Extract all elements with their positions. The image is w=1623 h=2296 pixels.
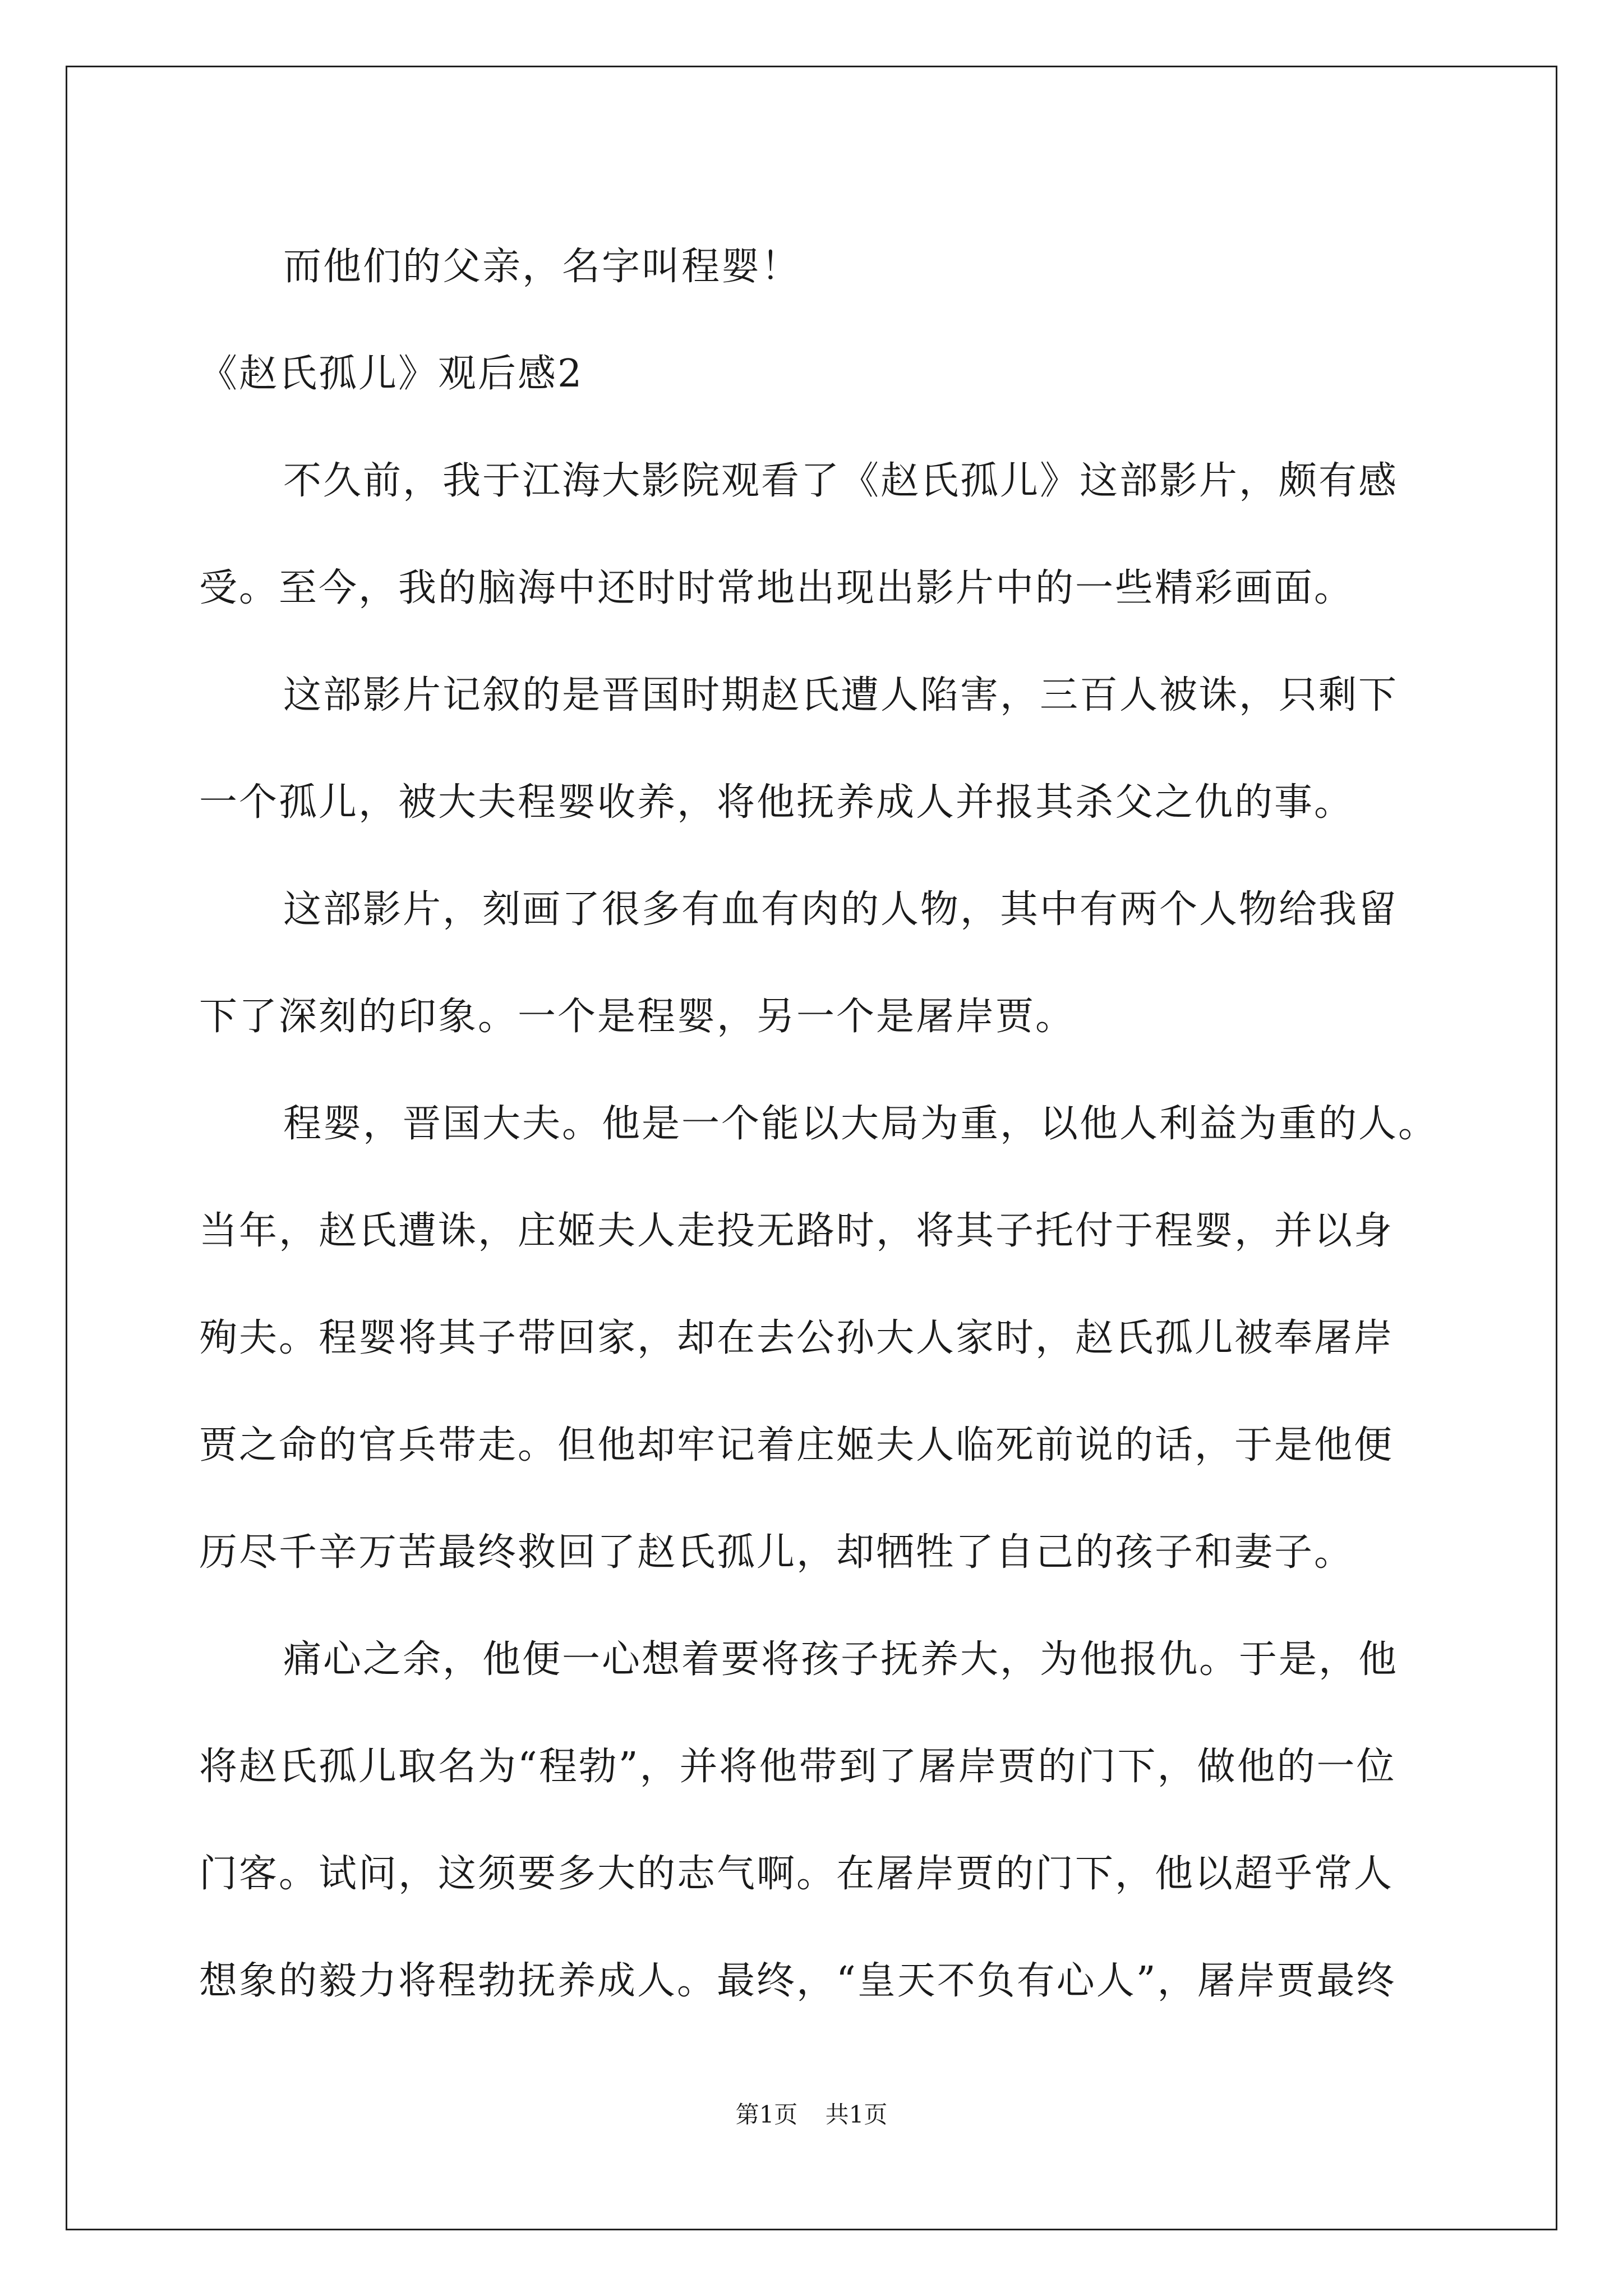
paragraph-line: 痛心之余，他便一心想着要将孩子抚养大，为他报仇。于是，他 <box>283 1637 1399 1682</box>
paragraph-line: 下了深刻的印象。一个是程婴，另一个是屠岸贾。 <box>199 995 1076 1039</box>
document-body <box>199 213 1438 2035</box>
paragraph-line: 历尽千辛万苦最终救回了赵氏孤儿，却牺牲了自己的孩子和妻子。 <box>199 1530 1354 1575</box>
paragraph-line: 不久前，我于江海大影院观看了《赵氏孤儿》这部影片，颇有感 <box>283 459 1399 503</box>
paragraph-line: 门客。试问，这须要多大的志气啊。在屠岸贾的门下，他以超乎常人 <box>199 1852 1394 1896</box>
paragraph-line: 受。至今，我的脑海中还时时常地出现出影片中的一些精彩画面。 <box>199 566 1354 610</box>
paragraph-line: 贾之命的官兵带走。但他却牢记着庄姬夫人临死前说的话，于是他便 <box>199 1423 1394 1467</box>
paragraph-line: 这部影片，刻画了很多有血有肉的人物，其中有两个人物给我留 <box>283 887 1399 932</box>
page-total: 共1页 <box>825 2101 888 2128</box>
paragraph-line: 将赵氏孤儿取名为“程勃”，并将他带到了屠岸贾的门下，做他的一位 <box>199 1745 1396 1789</box>
paragraph-line: 一个孤儿，被大夫程婴收养，将他抚养成人并报其杀父之仇的事。 <box>199 780 1354 825</box>
page-footer <box>0 2098 1623 2132</box>
paragraph-line: 想象的毅力将程勃抚养成人。最终，“皇天不负有心人”，屠岸贾最终 <box>199 1959 1396 2003</box>
paragraph-line: 殉夫。程婴将其子带回家，却在去公孙大人家时，赵氏孤儿被奉屠岸 <box>199 1316 1394 1360</box>
paragraph-line: 这部影片记叙的是晋国时期赵氏遭人陷害，三百人被诛，只剩下 <box>283 673 1399 717</box>
page-number: 第1页 <box>735 2101 798 2128</box>
paragraph-line: 当年，赵氏遭诛，庄姬夫人走投无路时，将其子托付于程婴，并以身 <box>199 1209 1394 1253</box>
paragraph-line: 而他们的父亲，名字叫程婴！ <box>283 245 801 289</box>
paragraph-line: 程婴，晋国大夫。他是一个能以大局为重，以他人利益为重的人。 <box>283 1102 1438 1146</box>
section-heading: 《赵氏孤儿》观后感2 <box>199 352 584 396</box>
